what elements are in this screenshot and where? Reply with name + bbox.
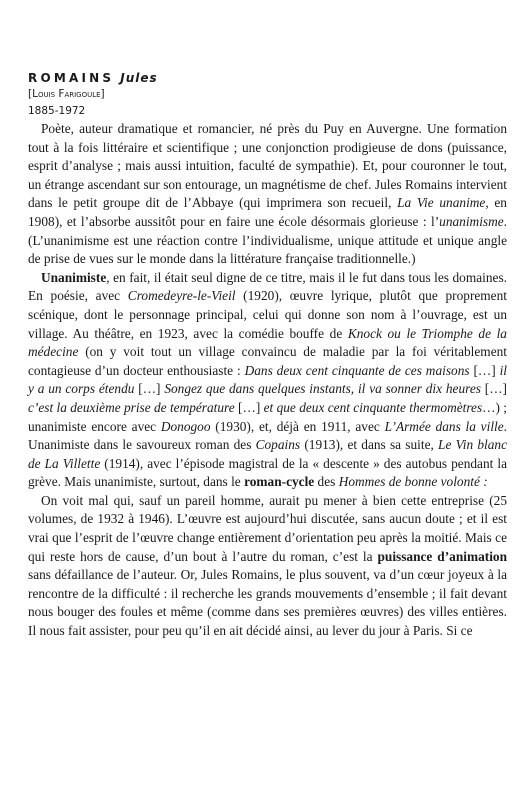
paragraph-3: On voit mal qui, sauf un pareil homme, aurait pu mener à bien cette entreprise (25 volumes, de 1932 à 1946). L’œuvre est aujourd’hui discutée, sans aucun doute ; et il est vrai que l’esprit de l’œuvre change entièrement d’orientation peu après la moitié. Mais ce qui reste hors de cause, d’un bout à l’autre du roman, c’est la puissance d’animation sans défaillance de l’auteur. Or, Jules Romains, le plus souvent, va d’un cœur joyeux à la rencontre de la difficulté : il recherche les grands mouvements d’ensemble ; il fait devant nous bouger des foules et même (comme dans ses premières œuvres) des villes entières. Il nous fait assister, pour peu qu’il en ait décidé ainsi, au lever du jour à Paris. Si ce [28,492,507,639]
entry-surname: ROMAINS [28,71,115,85]
entry-dates: 1885-1972 [28,105,86,117]
entry-first-name: Jules [120,71,158,85]
paragraph-2: Unanimiste, en fait, il était seul digne de ce titre, mais il le fut dans tous les domaines. En poésie, avec Cromedeyre-le-Vieil (1920), œuvre lyrique, plutôt que proprement scénique, dont le personnage principal, celui qui donne son nom à l’ouvrage, est un village. Au théâtre, en 1923, avec la comédie bouffe de Knock ou le Triomphe de la médecine (on y voit tout un village convaincu de maladie par la foi véritablement contagieuse d’un docteur enthousiaste : Dans deux cent cinquante de ces maisons […] il y a un corps étendu […] Songez que dans quelques instants, il va sonner dix heures […] c’est la deuxième prise de température […] et que deux cent cinquante thermomètres…) ; unanimiste encore avec Donogoo (1930), et, déjà en 1911, avec L’Armée dans la ville. Unanimiste dans le savoureux roman des Copains (1913), et dans sa suite, Le Vin blanc de La Villette (1914), avec l’épisode magistral de la « descente » des autobus pendant la grève. Mais unanimiste, surtout, dans le roman-cycle des Hommes de bonne volonté : [28,269,508,490]
entry-name [28,70,507,86]
entry-body [28,120,507,641]
entry-birth-name: [Louis Farigoule] [28,88,105,100]
entry-header [28,70,507,120]
dictionary-page [28,70,507,641]
paragraph-1: Poète, auteur dramatique et romancier, né près du Puy en Auvergne. Une formation tout à la fois littéraire et scientifique ; une conjonction prodigieuse de dons (puissance, esprit d’analyse ; mais aussi intuition, faculté de sympathie). Et, pour couronner le tout, un étrange ascendant sur son entourage, un magnétisme de chef. Jules Romains intervient dans le petit groupe dit de l’Abbaye (qui imprimera son recueil, La Vie unanime, en 1908), et l’absorbe aussitôt pour en faire une école désormais glorieuse : l’unanimisme. (L’unanimisme est une réaction contre l’individualisme, unique attitude et unique angle de prise de vues sur le monde dans la littérature française traditionnelle.) [28,121,507,267]
